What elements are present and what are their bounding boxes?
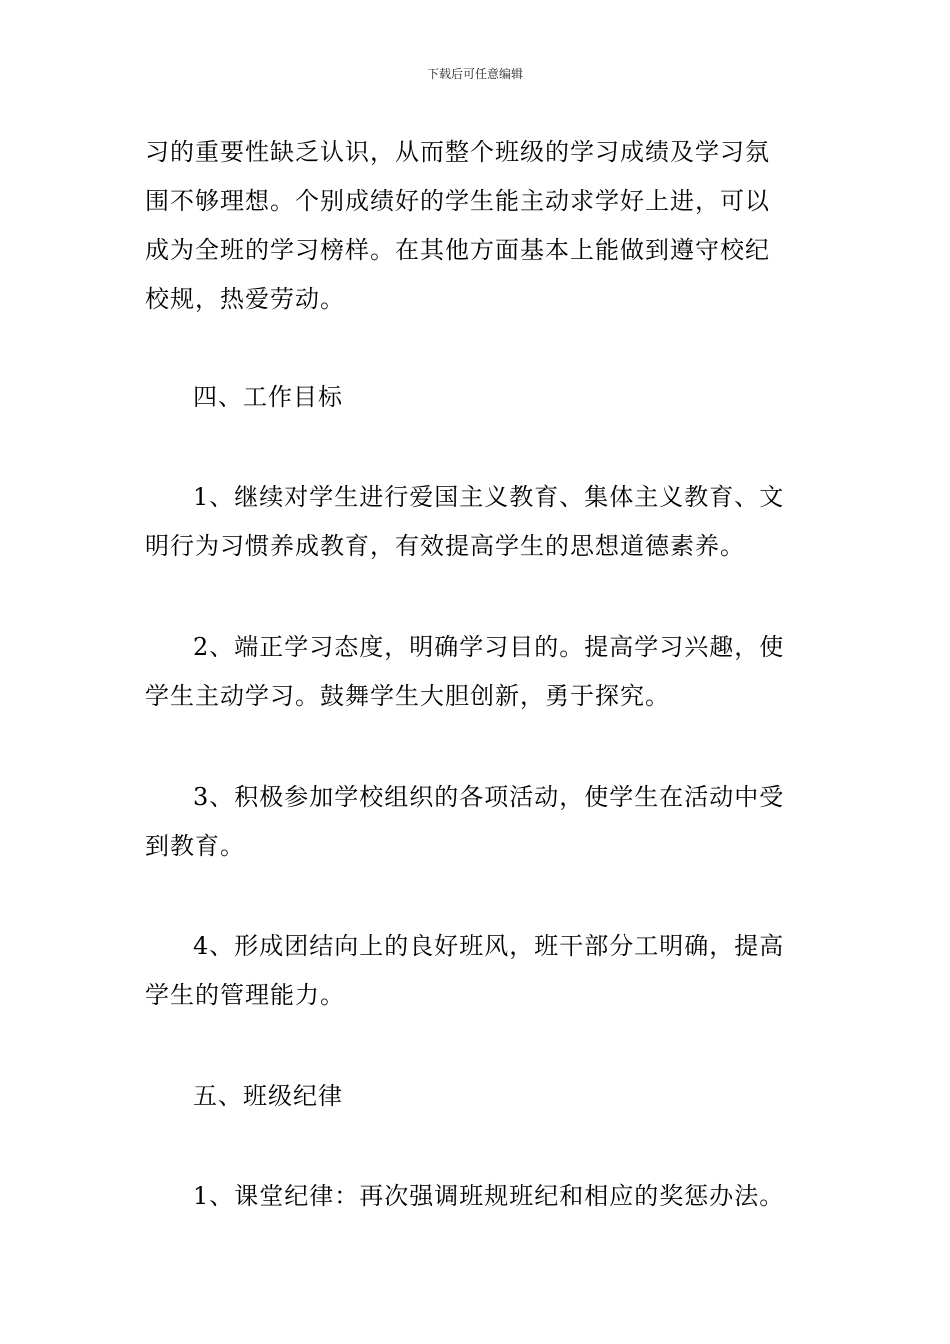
body-text-line: 习的重要性缺乏认识，从而整个班级的学习成绩及学习氛 — [145, 138, 770, 166]
list-item-text: 学生的管理能力。 — [145, 981, 345, 1009]
list-item-text: 1、课堂纪律：再次强调班规班纪和相应的奖惩办法。 — [193, 1182, 785, 1210]
list-item-text: 3、积极参加学校组织的各项活动，使学生在活动中受 — [193, 783, 785, 811]
list-item-text: 学生主动学习。鼓舞学生大胆创新，勇于探究。 — [145, 682, 670, 710]
body-text-line: 成为全班的学习榜样。在其他方面基本上能做到遵守校纪 — [145, 236, 770, 264]
list-item-text: 1、继续对学生进行爱国主义教育、集体主义教育、文 — [193, 483, 785, 511]
body-text-line: 围不够理想。个别成绩好的学生能主动求学好上进，可以 — [145, 187, 770, 215]
body-text-line: 校规，热爱劳动。 — [145, 285, 345, 313]
list-item-text: 到教育。 — [145, 832, 245, 860]
section-heading: 五、班级纪律 — [193, 1082, 343, 1110]
section-heading: 四、工作目标 — [193, 383, 343, 411]
list-item-text: 明行为习惯养成教育，有效提高学生的思想道德素养。 — [145, 532, 745, 560]
list-item-text: 2、端正学习态度，明确学习目的。提高学习兴趣，使 — [193, 633, 785, 661]
list-item-text: 4、形成团结向上的良好班风，班干部分工明确，提高 — [193, 932, 785, 960]
page-header: 下载后可任意编辑 — [426, 67, 523, 81]
